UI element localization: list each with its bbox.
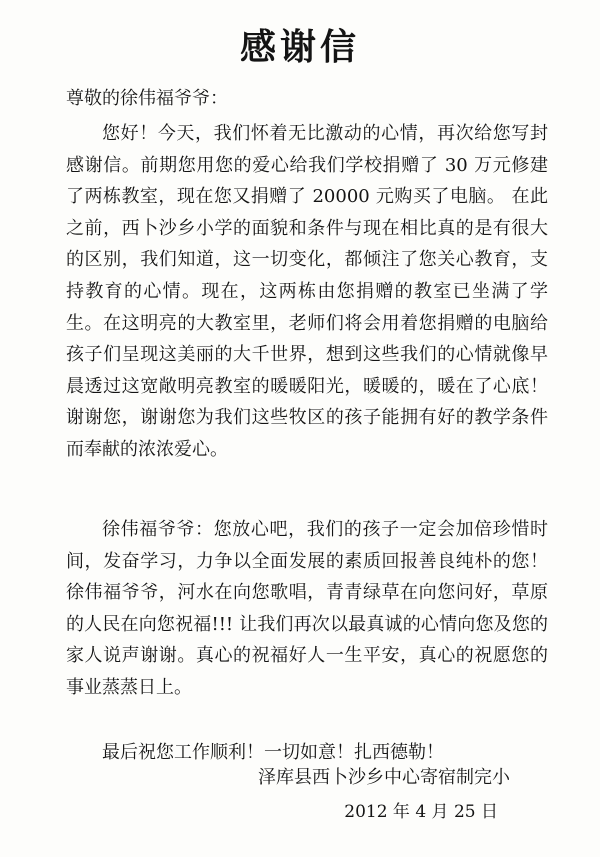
letter-date: 2012 年 4 月 25 日	[344, 802, 498, 822]
paragraph-1: 您好！今天，我们怀着无比激动的心情，再次给您写封感谢信。前期您用您的爱心给我们学校捐赠了 30 万元修建了两栋教室，现在您又捐赠了 20000 元购买了电脑。 在此之前，西卜沙乡小学的面貌和条件与现在相比真的是有很大的区别，我们知道，这一切变化，都倾注了您关心教育，支持教育的心情。现在，这两栋由您捐赠的教室已坐满了学生。在这明亮的大教室里，老师们将会用着您捐赠的电脑给孩子们呈现这美丽的大千世界，想到这些我们的心情就像早晨透过这宽敞明亮教室的暖暖阳光，暖暖的，暖在了心底！谢谢您，谢谢您为我们这些牧区的孩子能拥有好的教学条件而奉献的浓浓爱心。	[66, 123, 548, 460]
signature: 泽库县西卜沙乡中心寄宿制完小	[258, 767, 510, 788]
salutation: 尊敬的徐伟福爷爷：	[66, 88, 228, 109]
paragraph-3: 最后祝您工作顺利！一切如意！扎西德勒！	[102, 742, 444, 763]
letter-title: 感谢信	[239, 27, 360, 68]
paragraph-2: 徐伟福爷爷：您放心吧，我们的孩子一定会加倍珍惜时间，发奋学习，力争以全面发展的素质回报善良纯朴的您！徐伟福爷爷，河水在向您歌唱，青青绿草在向您问好，草原的人民在向您祝福!!! 让我们再次以最真诚的心情向您及您的家人说声谢谢。真心的祝福好人一生平安，真心的祝愿您的事业蒸蒸日上。	[66, 519, 548, 698]
